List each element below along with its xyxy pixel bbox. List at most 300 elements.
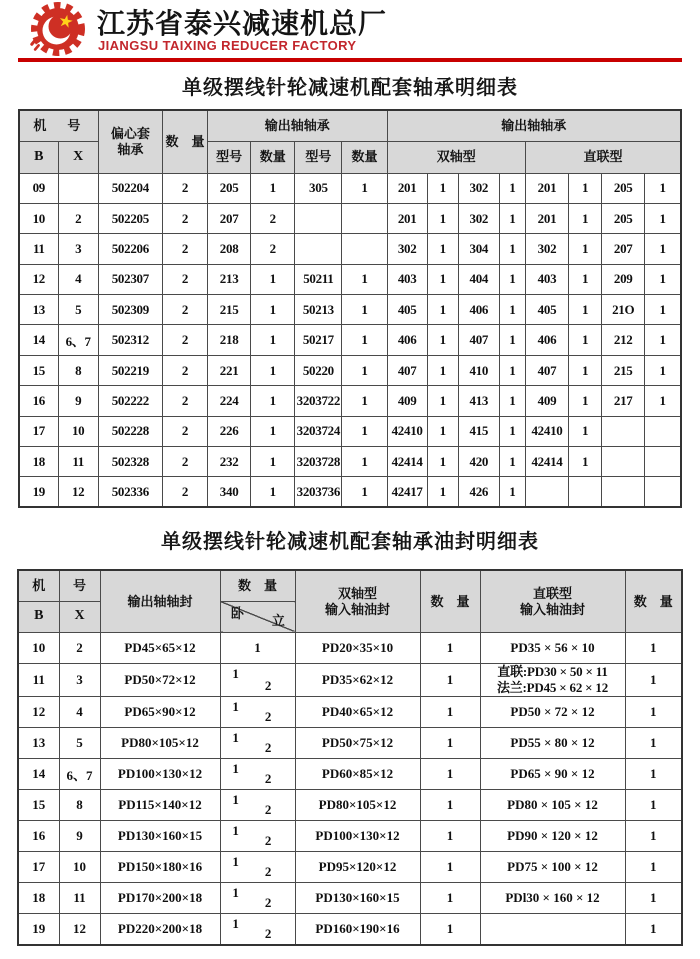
double-qty-cell: 1	[420, 728, 480, 759]
bearing-cell: 1	[427, 477, 458, 507]
bearing-cell: 2	[162, 416, 207, 446]
bearing-table-title: 单级摆线针轮减速机配套轴承明细表	[182, 77, 518, 99]
bearing-cell: 1	[342, 477, 387, 507]
bearing-cell: 403	[525, 264, 568, 294]
machine-b-cell: 10	[18, 632, 59, 663]
seal-table-row	[18, 821, 682, 852]
bearing-cell: 8	[58, 355, 98, 385]
bearing-cell: 1	[569, 325, 602, 355]
bearing-cell: 208	[208, 234, 251, 264]
bearing-cell: 50213	[295, 295, 342, 325]
bearing-cell: 1	[499, 264, 525, 294]
seal-table-row	[18, 790, 682, 821]
bearing-table-row	[19, 416, 681, 446]
bearing-cell: 502228	[98, 416, 162, 446]
bearing-cell: 407	[525, 355, 568, 385]
company-name-cn: 江苏省泰兴减速机总厂	[97, 8, 388, 39]
output-seal-cell: PD150×180×16	[100, 852, 220, 883]
qty-horizontal: 1	[232, 854, 239, 870]
bearing-cell	[602, 416, 645, 446]
machine-b-cell: 15	[18, 790, 59, 821]
machine-b-cell: 14	[18, 759, 59, 790]
direct-qty-cell: 1	[625, 790, 682, 821]
bearing-cell: 212	[602, 325, 645, 355]
seal-table-row	[18, 759, 682, 790]
output-seal-cell: PD170×200×18	[100, 883, 220, 914]
qty-horizontal: 1	[232, 916, 239, 932]
th-output-shaft-bearing-right: 输出轴轴承	[387, 110, 681, 142]
bearing-cell: 217	[602, 386, 645, 416]
bearing-cell: 1	[427, 173, 458, 203]
bearing-cell: 1	[251, 416, 295, 446]
bearing-cell: 1	[499, 477, 525, 507]
qty-vertical: 2	[264, 925, 272, 941]
bearing-cell: 1	[569, 386, 602, 416]
double-qty-cell: 1	[420, 790, 480, 821]
bearing-cell: 502312	[98, 325, 162, 355]
output-seal-cell: PD115×140×12	[100, 790, 220, 821]
bearing-cell: 1	[427, 203, 458, 233]
bearing-cell: 1	[427, 416, 458, 446]
bearing-cell: 50220	[295, 355, 342, 385]
bearing-cell: 1	[342, 386, 387, 416]
bearing-cell: 201	[525, 203, 568, 233]
bearing-cell: 13	[19, 295, 58, 325]
bearing-cell: 502307	[98, 264, 162, 294]
bearing-cell: 18	[19, 447, 58, 477]
bearing-cell: 207	[602, 234, 645, 264]
direct-link-input-seal-cell: PD80 × 105 × 12	[480, 790, 625, 821]
qty-horizontal: 1	[232, 823, 239, 839]
bearing-cell: 420	[458, 447, 499, 477]
machine-b-cell: 12	[18, 697, 59, 728]
bearing-table-row	[19, 386, 681, 416]
bearing-cell: 1	[427, 325, 458, 355]
bearing-cell: 1	[251, 295, 295, 325]
bearing-cell: 2	[251, 234, 295, 264]
bearing-cell: 1	[569, 203, 602, 233]
bearing-cell: 1	[499, 295, 525, 325]
bearing-cell: 405	[525, 295, 568, 325]
bearing-cell: 406	[525, 325, 568, 355]
th-direct-input-line2: 输入轴油封	[519, 601, 585, 617]
bearing-cell: 17	[19, 416, 58, 446]
direct-qty-cell: 1	[625, 852, 682, 883]
th-model-2: 型号	[295, 142, 342, 174]
bearing-table-body	[19, 173, 681, 507]
bearing-cell: 1	[251, 447, 295, 477]
qty-split-cell	[220, 821, 295, 852]
bearing-cell: 2	[162, 477, 207, 507]
machine-x-cell: 5	[59, 728, 100, 759]
bearing-cell: 1	[499, 173, 525, 203]
qty-horizontal: 1	[232, 885, 239, 901]
bearing-table-row	[19, 447, 681, 477]
th-qty-eccentric: 数 量	[162, 110, 207, 173]
th-direct-link-type: 直联型	[525, 142, 681, 174]
bearing-cell: 1	[342, 416, 387, 446]
bearing-table-row	[19, 173, 681, 203]
direct-qty-cell: 1	[625, 759, 682, 790]
bearing-cell: 502219	[98, 355, 162, 385]
bearing-cell: 2	[58, 203, 98, 233]
double-shaft-input-seal-cell: PD95×120×12	[295, 852, 420, 883]
th-standing: 立	[271, 613, 285, 629]
th-machine-b: B	[19, 142, 58, 174]
qty-split-cell	[220, 883, 295, 914]
bearing-cell: 10	[58, 416, 98, 446]
bearing-cell: 3203736	[295, 477, 342, 507]
bearing-cell: 2	[162, 234, 207, 264]
direct-link-input-seal-cell: PDl30 × 160 × 12	[480, 883, 625, 914]
machine-b-cell: 16	[18, 821, 59, 852]
machine-x-cell: 6、7	[59, 759, 100, 790]
bearing-table-row	[19, 234, 681, 264]
th-no: 号	[59, 570, 100, 601]
th-double-shaft-type: 双轴型	[387, 142, 525, 174]
qty-vertical: 2	[264, 895, 272, 911]
output-seal-cell: PD100×130×12	[100, 759, 220, 790]
output-seal-cell: PD80×105×12	[100, 728, 220, 759]
th-direct-link-input-seal	[480, 570, 625, 632]
bearing-cell	[525, 477, 568, 507]
bearing-cell: 1	[645, 295, 681, 325]
bearing-cell: 1	[342, 295, 387, 325]
th-output-shaft-bearing-left: 输出轴轴承	[208, 110, 388, 142]
bearing-cell: 12	[19, 264, 58, 294]
direct-link-input-seal-cell: PD90 × 120 × 12	[480, 821, 625, 852]
direct-qty-cell: 1	[625, 821, 682, 852]
bearing-cell: 09	[19, 173, 58, 203]
bearing-cell: 1	[645, 203, 681, 233]
direct-link-input-seal-cell: PD35 × 56 × 10	[480, 632, 625, 663]
machine-x-cell: 11	[59, 883, 100, 914]
bearing-cell: 405	[387, 295, 427, 325]
output-seal-cell: PD130×160×15	[100, 821, 220, 852]
seal-table-row	[18, 728, 682, 759]
th-double-input-line2: 输入轴油封	[324, 601, 390, 617]
bearing-cell: 305	[295, 173, 342, 203]
bearing-cell: 14	[19, 325, 58, 355]
bearing-cell: 502222	[98, 386, 162, 416]
bearing-cell: 1	[569, 173, 602, 203]
bearing-cell: 232	[208, 447, 251, 477]
output-seal-cell: PD65×90×12	[100, 697, 220, 728]
th-eccentric-line1: 偏心套	[110, 126, 150, 142]
bearing-cell: 201	[387, 173, 427, 203]
bearing-cell: 2	[162, 295, 207, 325]
bearing-cell: 215	[208, 295, 251, 325]
bearing-cell: 502328	[98, 447, 162, 477]
bearing-cell: 4	[58, 264, 98, 294]
bearing-cell: 209	[602, 264, 645, 294]
bearing-cell: 1	[251, 173, 295, 203]
bearing-cell: 2	[162, 386, 207, 416]
bearing-cell: 1	[499, 386, 525, 416]
bearing-cell: 1	[342, 447, 387, 477]
seal-table	[17, 569, 683, 946]
th-double-shaft-input-seal	[295, 570, 420, 632]
bearing-cell: 409	[525, 386, 568, 416]
bearing-cell: 3203724	[295, 416, 342, 446]
bearing-cell: 1	[645, 264, 681, 294]
qty-vertical: 2	[264, 709, 272, 725]
bearing-cell	[645, 416, 681, 446]
bearing-cell: 1	[499, 355, 525, 385]
th-eccentric-bearing	[98, 110, 162, 173]
direct-link-input-seal-cell: PD55 × 80 × 12	[480, 728, 625, 759]
double-shaft-input-seal-cell: PD50×75×12	[295, 728, 420, 759]
seal-table-body	[18, 632, 682, 945]
double-shaft-input-seal-cell: PD20×35×10	[295, 632, 420, 663]
bearing-cell: 1	[645, 386, 681, 416]
bearing-table-row	[19, 477, 681, 507]
double-qty-cell: 1	[420, 914, 480, 945]
bearing-cell: 502336	[98, 477, 162, 507]
double-shaft-input-seal-cell: PD60×85×12	[295, 759, 420, 790]
bearing-cell	[645, 477, 681, 507]
bearing-cell: 21O	[602, 295, 645, 325]
bearing-cell	[342, 203, 387, 233]
qty-horizontal: 1	[232, 730, 239, 746]
svg-text:★: ★	[56, 10, 76, 34]
bearing-cell: 502206	[98, 234, 162, 264]
seal-table-row	[18, 914, 682, 945]
bearing-cell: 224	[208, 386, 251, 416]
bearing-cell: 1	[569, 234, 602, 264]
bearing-cell: 42414	[387, 447, 427, 477]
bearing-cell: 340	[208, 477, 251, 507]
bearing-cell: 2	[162, 264, 207, 294]
th-model-1: 型号	[208, 142, 251, 174]
bearing-cell: 1	[499, 203, 525, 233]
bearing-cell: 201	[525, 173, 568, 203]
qty-split-cell	[220, 728, 295, 759]
bearing-cell: 1	[251, 325, 295, 355]
bearing-cell: 6、7	[58, 325, 98, 355]
bearing-cell: 11	[58, 447, 98, 477]
qty-horizontal: 1	[232, 665, 239, 681]
bearing-cell: 2	[162, 203, 207, 233]
qty-horizontal: 1	[232, 761, 239, 777]
bearing-cell: 3203722	[295, 386, 342, 416]
machine-x-cell: 4	[59, 697, 100, 728]
qty-horizontal: 1	[232, 699, 239, 715]
bearing-cell: 1	[342, 264, 387, 294]
bearing-cell: 42410	[525, 416, 568, 446]
bearing-cell	[602, 447, 645, 477]
bearing-table-row	[19, 355, 681, 385]
bearing-cell: 415	[458, 416, 499, 446]
bearing-cell: 1	[342, 173, 387, 203]
direct-link-input-seal-cell: PD50 × 72 × 12	[480, 697, 625, 728]
th-qty-2: 数量	[342, 142, 387, 174]
bearing-table-row	[19, 203, 681, 233]
qty-vertical: 2	[264, 802, 272, 818]
seal-table-row	[18, 852, 682, 883]
bearing-cell: 302	[525, 234, 568, 264]
bearing-cell: 1	[499, 325, 525, 355]
qty-split-cell	[220, 852, 295, 883]
direct-link-input-seal-cell: PD75 × 100 × 12	[480, 852, 625, 883]
double-shaft-input-seal-cell: PD40×65×12	[295, 697, 420, 728]
direct-seal-line1: 直联:PD30 × 50 × 11	[497, 663, 608, 679]
gear-star-logo-icon	[27, 1, 91, 59]
machine-b-cell: 18	[18, 883, 59, 914]
bearing-cell: 218	[208, 325, 251, 355]
qty-split-cell	[220, 914, 295, 945]
qty-vertical: 2	[264, 740, 272, 756]
bearing-cell: 3203728	[295, 447, 342, 477]
th-output-shaft-seal: 输出轴轴封	[100, 570, 220, 632]
double-qty-cell: 1	[420, 821, 480, 852]
bearing-cell: 502309	[98, 295, 162, 325]
bearing-cell: 2	[162, 447, 207, 477]
machine-b-cell: 17	[18, 852, 59, 883]
qty-split-cell	[220, 697, 295, 728]
qty-vertical: 2	[264, 771, 272, 787]
bearing-cell: 1	[645, 234, 681, 264]
machine-x-cell: 10	[59, 852, 100, 883]
bearing-cell: 226	[208, 416, 251, 446]
double-qty-cell: 1	[420, 852, 480, 883]
bearing-cell: 1	[645, 325, 681, 355]
bearing-cell: 304	[458, 234, 499, 264]
bearing-cell: 3	[58, 234, 98, 264]
bearing-cell: 302	[387, 234, 427, 264]
bearing-cell: 50217	[295, 325, 342, 355]
bearing-cell	[295, 234, 342, 264]
bearing-cell: 426	[458, 477, 499, 507]
double-shaft-input-seal-cell: PD130×160×15	[295, 883, 420, 914]
bearing-cell: 1	[499, 416, 525, 446]
double-qty-cell: 1	[420, 883, 480, 914]
seal-table-row	[18, 663, 682, 697]
bearing-cell	[569, 477, 602, 507]
bearing-cell	[645, 447, 681, 477]
machine-b-cell: 19	[18, 914, 59, 945]
machine-b-cell: 13	[18, 728, 59, 759]
bearing-cell: 221	[208, 355, 251, 385]
th-direct-input-line1: 直联型	[532, 585, 572, 601]
qty-split-cell	[220, 790, 295, 821]
direct-qty-cell: 1	[625, 883, 682, 914]
bearing-cell: 406	[458, 295, 499, 325]
double-shaft-input-seal-cell: PD100×130×12	[295, 821, 420, 852]
bearing-cell: 409	[387, 386, 427, 416]
th-machine-no: 机 号	[19, 110, 98, 142]
bearing-table	[18, 109, 682, 508]
direct-qty-cell: 1	[625, 728, 682, 759]
bearing-cell: 1	[427, 447, 458, 477]
page-header	[0, 0, 700, 58]
qty-split-cell	[220, 759, 295, 790]
bearing-cell: 19	[19, 477, 58, 507]
seal-table-row	[18, 632, 682, 663]
th-machine-x: X	[58, 142, 98, 174]
bearing-cell: 1	[499, 234, 525, 264]
output-seal-cell: PD50×72×12	[100, 663, 220, 697]
bearing-cell: 2	[162, 325, 207, 355]
double-shaft-input-seal-cell: PD160×190×16	[295, 914, 420, 945]
bearing-cell: 5	[58, 295, 98, 325]
direct-link-input-seal-cell	[480, 663, 625, 697]
th-qty-direct: 数 量	[625, 570, 682, 632]
th-qty-double: 数 量	[420, 570, 480, 632]
bearing-cell: 1	[569, 295, 602, 325]
bearing-cell: 406	[387, 325, 427, 355]
bearing-cell	[58, 173, 98, 203]
machine-b-cell: 11	[18, 663, 59, 697]
seal-table-row	[18, 883, 682, 914]
direct-qty-cell: 1	[625, 697, 682, 728]
machine-x-cell: 9	[59, 821, 100, 852]
bearing-cell: 1	[569, 264, 602, 294]
qty-vertical: 2	[264, 678, 272, 694]
bearing-cell: 2	[162, 173, 207, 203]
bearing-cell: 1	[251, 386, 295, 416]
th-qty-split: 数 量	[220, 570, 295, 601]
direct-link-input-seal-cell	[480, 914, 625, 945]
bearing-cell: 42410	[387, 416, 427, 446]
machine-x-cell: 3	[59, 663, 100, 697]
bearing-cell: 410	[458, 355, 499, 385]
bearing-cell: 1	[427, 264, 458, 294]
bearing-cell: 1	[251, 477, 295, 507]
bearing-table-row	[19, 325, 681, 355]
bearing-cell: 215	[602, 355, 645, 385]
direct-seal-line2: 法兰:PD45 × 62 × 12	[496, 680, 609, 696]
direct-qty-cell: 1	[625, 914, 682, 945]
th-machine-b2: B	[18, 601, 59, 632]
bearing-cell: 302	[458, 203, 499, 233]
th-lying-standing-split	[220, 601, 295, 632]
company-name-en: JIANGSU TAIXING REDUCER FACTORY	[98, 38, 357, 53]
bearing-cell: 302	[458, 173, 499, 203]
bearing-cell: 1	[251, 355, 295, 385]
bearing-cell: 1	[342, 355, 387, 385]
direct-qty-cell: 1	[625, 663, 682, 697]
bearing-cell: 407	[458, 325, 499, 355]
bearing-cell: 1	[569, 355, 602, 385]
bearing-cell: 16	[19, 386, 58, 416]
output-seal-cell: PD220×200×18	[100, 914, 220, 945]
bearing-cell: 9	[58, 386, 98, 416]
double-qty-cell: 1	[420, 759, 480, 790]
th-machine-x2: X	[59, 601, 100, 632]
bearing-cell: 1	[569, 416, 602, 446]
header-divider-line	[18, 58, 682, 62]
bearing-cell: 403	[387, 264, 427, 294]
bearing-cell: 42414	[525, 447, 568, 477]
bearing-cell: 213	[208, 264, 251, 294]
bearing-table-row	[19, 264, 681, 294]
th-lying: 卧	[230, 605, 244, 621]
bearing-cell	[295, 203, 342, 233]
bearing-cell: 1	[427, 355, 458, 385]
direct-qty-cell: 1	[625, 632, 682, 663]
bearing-cell: 2	[251, 203, 295, 233]
bearing-cell: 205	[602, 203, 645, 233]
bearing-cell: 2	[162, 355, 207, 385]
double-qty-cell: 1	[420, 632, 480, 663]
qty-split-cell: 1	[220, 632, 295, 663]
direct-link-input-seal-cell: PD65 × 90 × 12	[480, 759, 625, 790]
bearing-cell: 1	[342, 325, 387, 355]
bearing-cell: 502204	[98, 173, 162, 203]
output-seal-cell: PD45×65×12	[100, 632, 220, 663]
seal-table-title: 单级摆线针轮减速机配套轴承油封明细表	[161, 531, 539, 554]
